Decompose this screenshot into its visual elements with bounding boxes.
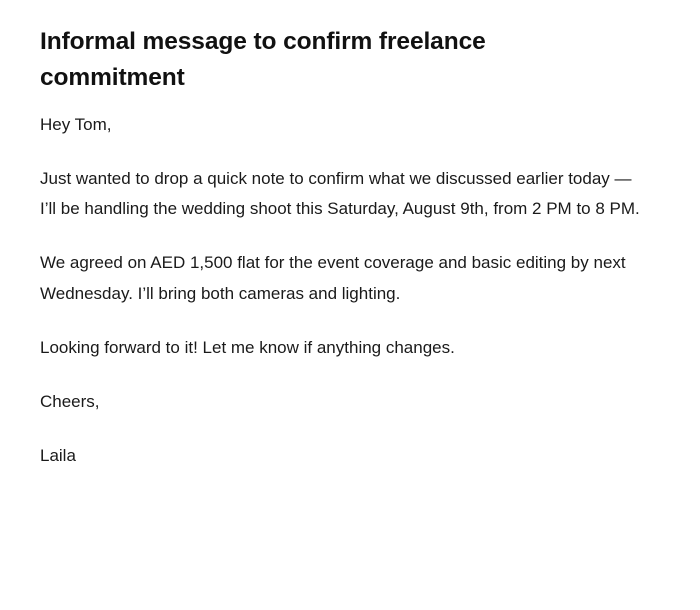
page-title: Informal message to confirm freelance commitment bbox=[40, 28, 486, 91]
paragraph-signoff: Cheers, bbox=[40, 392, 100, 412]
paragraph-greeting: Hey Tom, bbox=[40, 114, 112, 134]
paragraph-confirmation: Just wanted to drop a quick note to confirm what we discussed earlier today — I’ll be handling the wedding shoot this Saturday, August 9th, from 2 PM to 8 PM. bbox=[40, 168, 640, 219]
paragraph-closing-note: Looking forward to it! Let me know if anything changes. bbox=[40, 337, 455, 357]
paragraph-signature-name: Laila bbox=[40, 446, 76, 466]
paragraph-terms: We agreed on AED 1,500 flat for the event coverage and basic editing by next Wednesday. I’ll bring both cameras and lighting. bbox=[40, 253, 626, 303]
document-body bbox=[40, 110, 660, 472]
